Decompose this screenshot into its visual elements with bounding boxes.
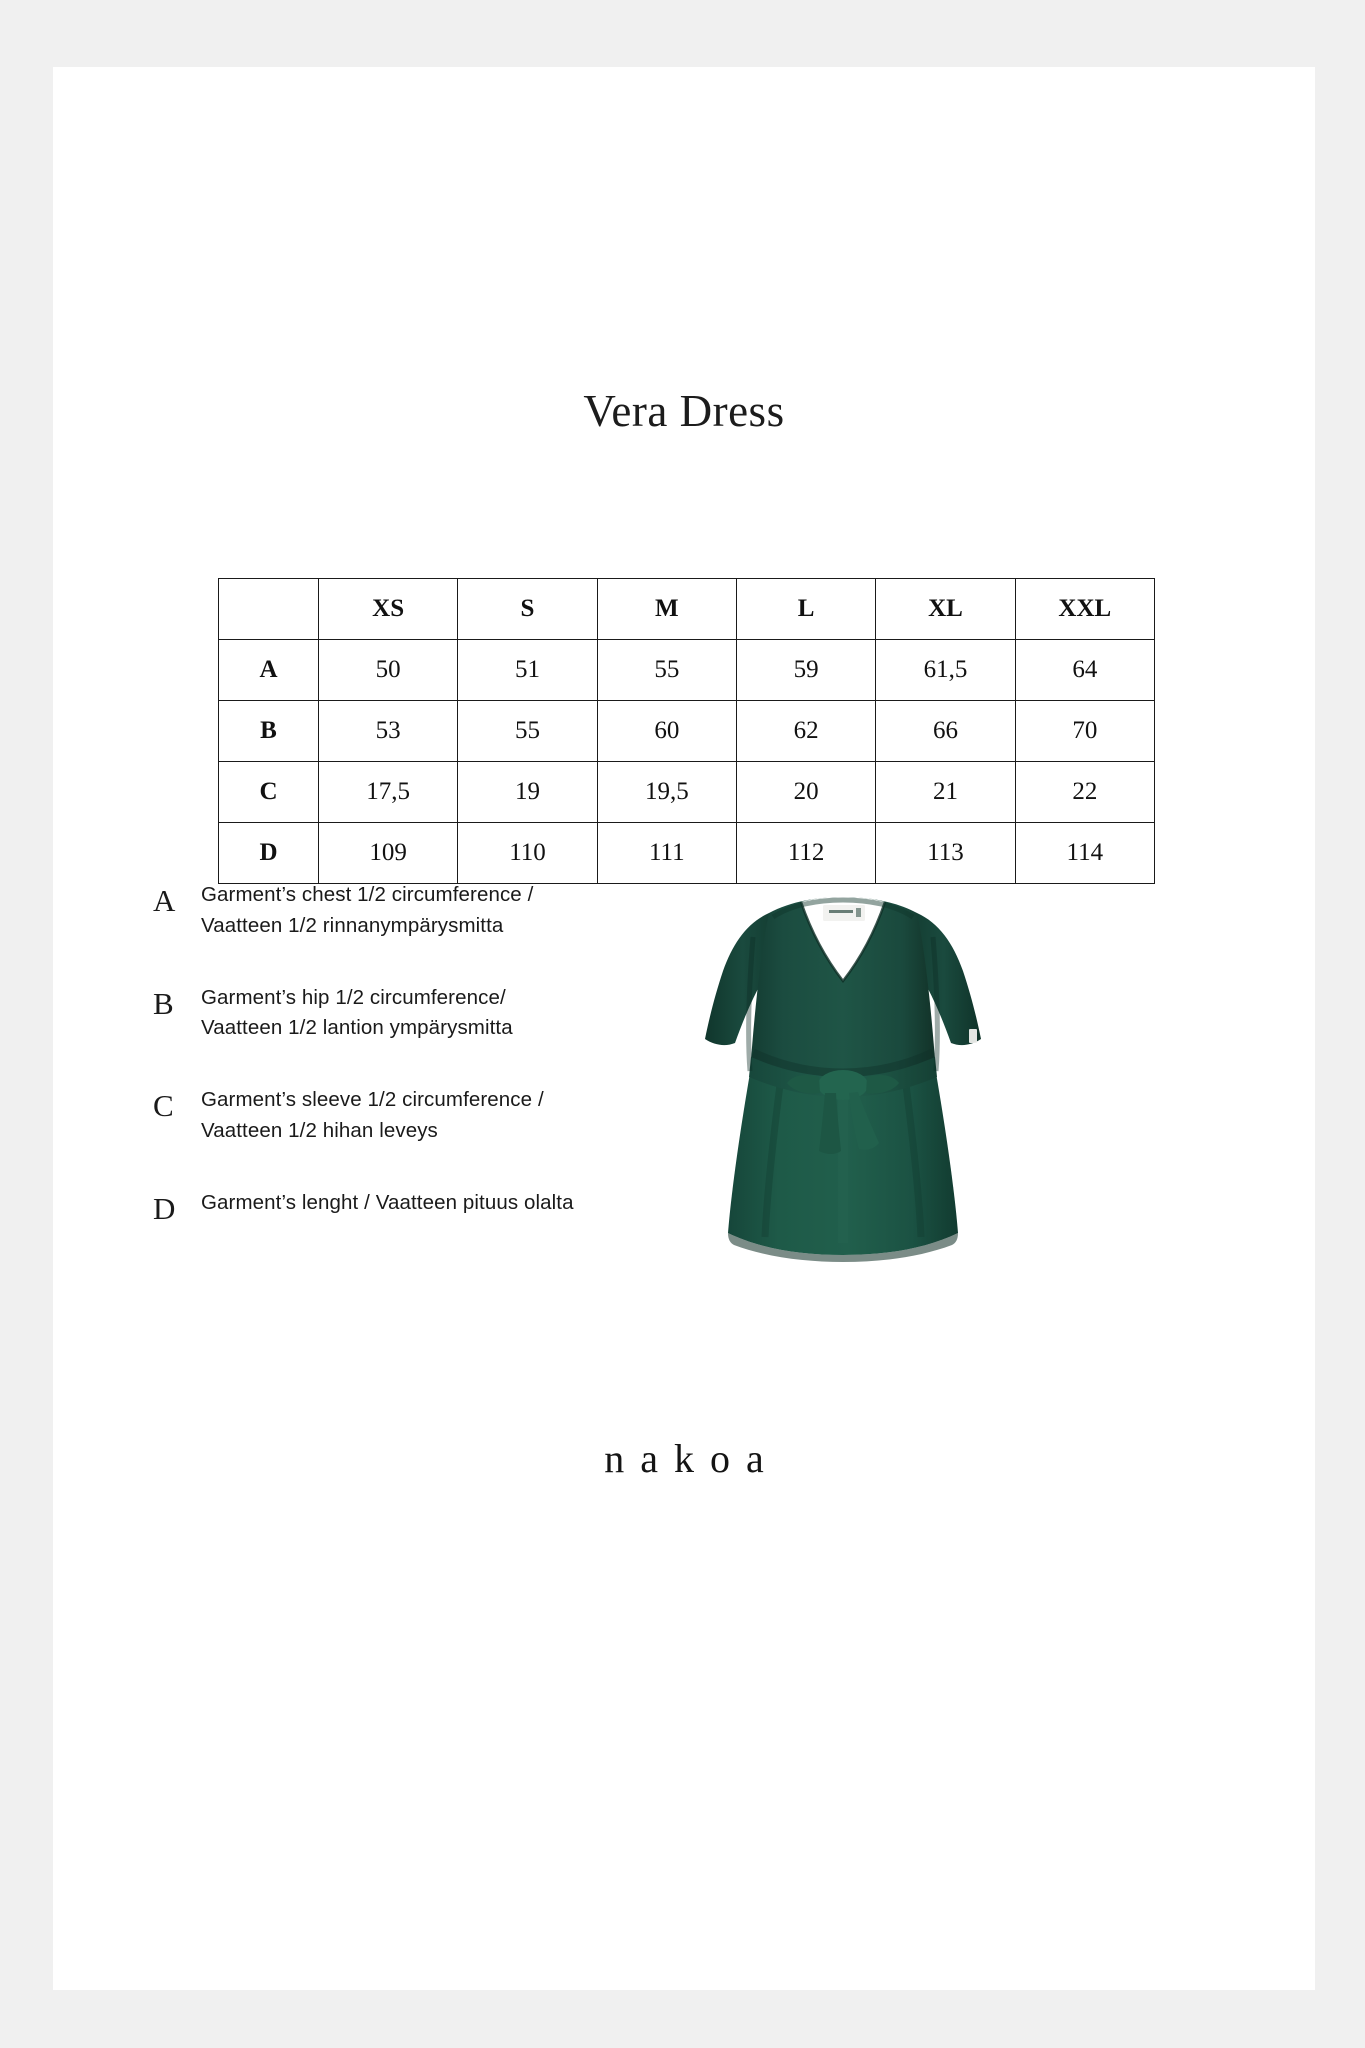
cell-d-s: 110	[458, 823, 597, 884]
cell-b-xxl: 70	[1015, 701, 1154, 762]
table-row	[219, 640, 1155, 701]
cell-c-xxl: 22	[1015, 762, 1154, 823]
page-title: Vera Dress	[583, 386, 785, 436]
row-key-a: A	[219, 640, 319, 701]
cell-a-m: 55	[597, 640, 736, 701]
cell-b-m: 60	[597, 701, 736, 762]
cell-a-s: 51	[458, 640, 597, 701]
cell-d-xxl: 114	[1015, 823, 1154, 884]
legend-item-a	[153, 880, 673, 942]
table-row	[219, 823, 1155, 884]
legend-description-b	[201, 983, 673, 1045]
product-photo-dress	[673, 877, 1013, 1297]
column-header-s: S	[458, 579, 597, 640]
size-chart-table	[218, 578, 1155, 884]
cell-c-s: 19	[458, 762, 597, 823]
cell-a-xl: 61,5	[876, 640, 1015, 701]
table-corner-cell	[219, 579, 319, 640]
cell-d-m: 111	[597, 823, 736, 884]
table-header-row	[219, 579, 1155, 640]
sleeve-brand-tab	[969, 1029, 977, 1043]
legend-description-c-line1: Garment’s sleeve 1/2 circumference /	[201, 1088, 544, 1111]
brand-logo: nakoa	[604, 1436, 780, 1481]
legend-description-d-line1: Garment’s lenght / Vaatteen pituus olalta	[201, 1190, 574, 1214]
cell-a-l: 59	[736, 640, 875, 701]
size-chart-table-wrapper	[218, 578, 1155, 884]
cell-a-xs: 50	[319, 640, 458, 701]
cell-b-xs: 53	[319, 701, 458, 762]
legend-key-b: B	[153, 985, 174, 1021]
cell-c-xl: 21	[876, 762, 1015, 823]
legend-description-d	[201, 1188, 673, 1219]
column-header-m: M	[597, 579, 736, 640]
cell-b-l: 62	[736, 701, 875, 762]
cell-a-xxl: 64	[1015, 640, 1154, 701]
cell-b-xl: 66	[876, 701, 1015, 762]
page-sheet	[53, 67, 1315, 1990]
cell-c-l: 20	[736, 762, 875, 823]
column-header-xl: XL	[876, 579, 1015, 640]
cell-c-m: 19,5	[597, 762, 736, 823]
column-header-xxl: XXL	[1015, 579, 1154, 640]
column-header-l: L	[736, 579, 875, 640]
legend-description-b-line1: Garment’s hip 1/2 circumference/	[201, 985, 506, 1009]
legend-description-a-line1: Garment’s chest 1/2 circumference /	[201, 883, 534, 906]
legend-key-a: A	[153, 883, 176, 918]
column-header-xs: XS	[319, 579, 458, 640]
cell-c-xs: 17,5	[319, 762, 458, 823]
row-key-d: D	[219, 823, 319, 884]
cell-d-l: 112	[736, 823, 875, 884]
table-row	[219, 701, 1155, 762]
legend-description-c-line2: Vaatteen 1/2 hihan leveys	[201, 1118, 438, 1142]
table-row	[219, 762, 1155, 823]
legend-description-c	[201, 1085, 673, 1147]
measurement-legend	[153, 880, 673, 1228]
legend-key-d: D	[153, 1190, 176, 1226]
row-key-b: B	[219, 701, 319, 762]
cell-d-xl: 113	[876, 823, 1015, 884]
legend-item-b	[153, 983, 673, 1045]
legend-item-d	[153, 1188, 673, 1229]
row-key-c: C	[219, 762, 319, 823]
legend-description-a	[201, 880, 673, 942]
legend-item-c	[153, 1085, 673, 1147]
cell-d-xs: 109	[319, 823, 458, 884]
legend-description-a-line2: Vaatteen 1/2 rinnanympärysmitta	[201, 913, 504, 937]
legend-description-b-line2: Vaatteen 1/2 lantion ympärysmitta	[201, 1016, 513, 1040]
cell-b-s: 55	[458, 701, 597, 762]
legend-key-c: C	[153, 1088, 174, 1123]
